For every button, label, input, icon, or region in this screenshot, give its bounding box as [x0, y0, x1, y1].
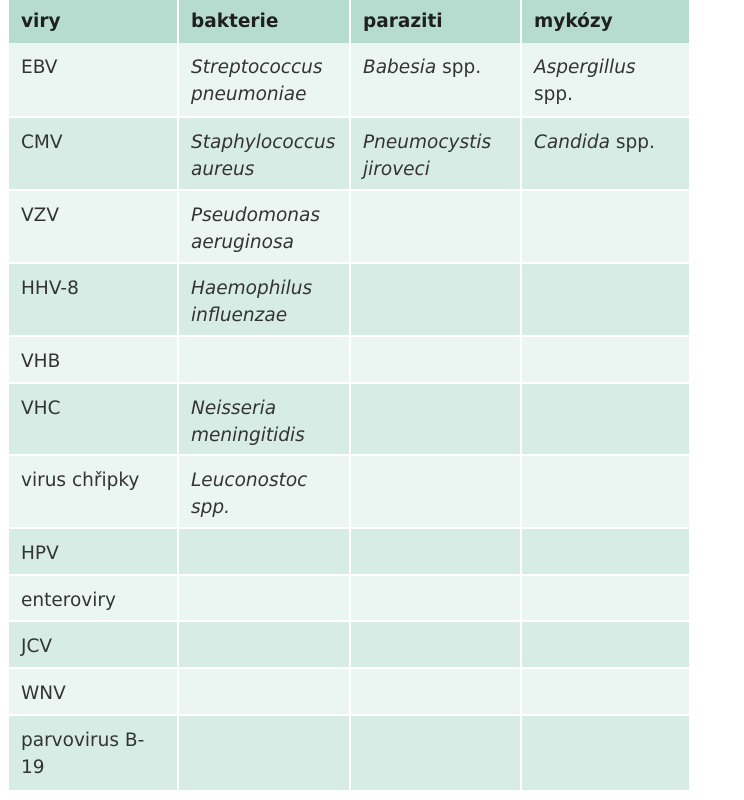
cell-bakterie: [178, 383, 350, 455]
table-header: [9, 0, 689, 43]
cell-paraziti: [350, 528, 521, 575]
table-row: [9, 621, 689, 668]
table-row: [9, 668, 689, 715]
table-row: [9, 117, 689, 190]
cell-paraziti: [350, 715, 521, 791]
cell-paraziti: [350, 455, 521, 528]
cell-viry: HPV: [9, 528, 178, 575]
header-viry: viry: [9, 0, 178, 43]
cell-paraziti: [350, 190, 521, 263]
cell-paraziti-italic: Babesia: [363, 57, 437, 78]
table-row: [9, 190, 689, 263]
cell-mykozy: [521, 715, 689, 791]
cell-mykozy: [521, 575, 689, 621]
cell-paraziti: [350, 621, 521, 668]
cell-viry: VHC: [9, 383, 178, 455]
cell-mykozy-italic: Candida: [534, 132, 610, 153]
cell-bakterie: [178, 263, 350, 336]
header-mykozy: mykózy: [521, 0, 689, 43]
table-row: [9, 263, 689, 336]
cell-bakterie-text: Neisseria meningitidis: [191, 398, 305, 446]
cell-viry: EBV: [9, 43, 178, 117]
cell-mykozy: [521, 668, 689, 715]
cell-mykozy: [521, 528, 689, 575]
cell-bakterie: [178, 575, 350, 621]
cell-mykozy-rest: spp.: [609, 132, 655, 153]
cell-mykozy: [521, 336, 689, 383]
table-row: [9, 383, 689, 455]
cell-bakterie-text: Leuconostoc spp.: [191, 470, 308, 518]
cell-mykozy-rest: spp.: [534, 84, 574, 105]
cell-viry: VHB: [9, 336, 178, 383]
cell-paraziti-italic: Pneumocystis jiroveci: [363, 132, 492, 180]
cell-paraziti: [350, 43, 521, 117]
table-body: [9, 43, 689, 791]
header-row: [9, 0, 689, 43]
cell-bakterie: [178, 455, 350, 528]
cell-mykozy: [521, 263, 689, 336]
table-row: [9, 455, 689, 528]
cell-viry: JCV: [9, 621, 178, 668]
cell-viry: WNV: [9, 668, 178, 715]
cell-bakterie: [178, 668, 350, 715]
cell-bakterie: [178, 117, 350, 190]
cell-viry: CMV: [9, 117, 178, 190]
table-row: [9, 336, 689, 383]
cell-viry: HHV-8: [9, 263, 178, 336]
cell-mykozy: [521, 117, 689, 190]
cell-bakterie-text: Staphylococcus aureus: [191, 132, 336, 180]
cell-mykozy-italic: Aspergillus: [534, 57, 636, 78]
cell-mykozy: [521, 190, 689, 263]
cell-bakterie-text: Pseudomonas aeruginosa: [191, 205, 321, 253]
cell-bakterie: [178, 190, 350, 263]
cell-paraziti-rest: spp.: [436, 57, 482, 78]
cell-bakterie-text: Haemophilus influenzae: [191, 278, 313, 326]
cell-mykozy: [521, 455, 689, 528]
table-row: [9, 575, 689, 621]
cell-bakterie: [178, 621, 350, 668]
cell-paraziti: [350, 575, 521, 621]
cell-mykozy: [521, 43, 689, 117]
cell-viry: virus chřipky: [9, 455, 178, 528]
cell-bakterie: [178, 528, 350, 575]
header-bakterie: bakterie: [178, 0, 350, 43]
table-row: [9, 528, 689, 575]
cell-bakterie-text: Streptococcus pneumoniae: [191, 57, 323, 105]
cell-mykozy: [521, 621, 689, 668]
cell-bakterie: [178, 715, 350, 791]
cell-mykozy: [521, 383, 689, 455]
cell-bakterie: [178, 336, 350, 383]
cell-viry: VZV: [9, 190, 178, 263]
cell-paraziti: [350, 383, 521, 455]
pathogen-table: [9, 0, 689, 792]
header-paraziti: paraziti: [350, 0, 521, 43]
cell-paraziti: [350, 263, 521, 336]
cell-viry: enteroviry: [9, 575, 178, 621]
cell-paraziti: [350, 336, 521, 383]
cell-paraziti: [350, 668, 521, 715]
cell-viry: parvovirus B-19: [9, 715, 178, 791]
cell-bakterie: [178, 43, 350, 117]
table-row: [9, 715, 689, 791]
table-row: [9, 43, 689, 117]
cell-paraziti: [350, 117, 521, 190]
